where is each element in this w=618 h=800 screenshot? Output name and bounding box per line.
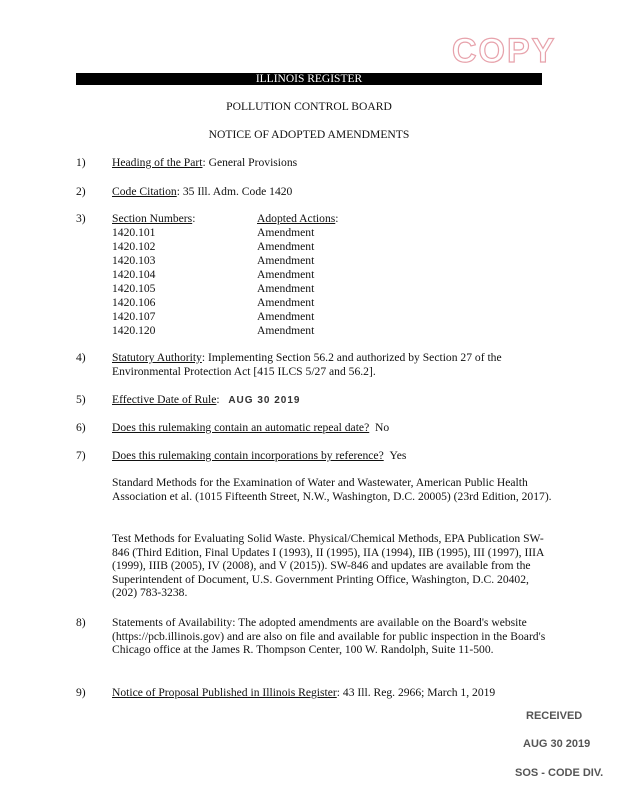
item-6-value: No xyxy=(375,421,390,434)
section-number: 1420.106 xyxy=(112,296,156,309)
item-6-label: Does this rulemaking contain an automatic repeal date? xyxy=(112,421,370,434)
adopted-action: Amendment xyxy=(257,268,315,281)
section-number: 1420.104 xyxy=(112,268,156,281)
section-number: 1420.101 xyxy=(112,226,156,239)
item-1 xyxy=(112,156,297,169)
section-number-list xyxy=(112,226,155,338)
item-2-value: : 35 Ill. Adm. Code 1420 xyxy=(176,185,293,198)
section-number: 1420.103 xyxy=(112,254,156,267)
item-3-actions-label: Adopted Actions: xyxy=(257,212,339,225)
section-number: 1420.107 xyxy=(112,310,156,323)
adopted-action: Amendment xyxy=(257,296,315,309)
item-4 xyxy=(112,351,502,364)
received-date-stamp: AUG 30 2019 xyxy=(523,738,591,750)
notice-title: NOTICE OF ADOPTED AMENDMENTS xyxy=(208,128,410,141)
received-division-stamp: SOS - CODE DIV. xyxy=(515,767,604,779)
item-6-number: 6) xyxy=(76,421,86,434)
received-stamp: RECEIVED xyxy=(526,710,583,722)
item-9-label: Notice of Proposal Published in Illinois Register xyxy=(112,686,337,699)
adopted-action: Amendment xyxy=(257,254,315,267)
effective-date-stamp: AUG 30 2019 xyxy=(228,395,301,406)
item-6 xyxy=(112,421,389,434)
item-5-label: Effective Date of Rule xyxy=(112,393,217,406)
item-3-sections-label: Section Numbers: xyxy=(112,212,196,225)
item-1-value: : General Provisions xyxy=(202,156,298,169)
item-2-label: Code Citation xyxy=(112,185,177,198)
item-5: Effective Date of Rule: AUG 30 2019 xyxy=(112,393,301,406)
copy-stamp: COPY xyxy=(452,32,557,70)
item-1-label: Heading of the Part xyxy=(112,156,203,169)
item-9-number: 9) xyxy=(76,686,86,699)
adopted-action-list xyxy=(257,226,314,338)
section-number: 1420.102 xyxy=(112,240,156,253)
item-7-label: Does this rulemaking contain incorporations by reference? xyxy=(112,449,384,462)
item-4-label: Statutory Authority xyxy=(112,351,202,364)
item-9 xyxy=(112,686,495,699)
item-4-line2: Environmental Protection Act [415 ILCS 5/27 and 56.2]. xyxy=(112,365,376,378)
item-8-number: 8) xyxy=(76,616,86,629)
item-8-text: Statements of Availability: The adopted amendments are available on the Board's website (https://pcb.illinois.gov) and are also on file and available for public inspection in the Board's Chicago office at the James R. Thompson Center, 100 W. Randolph, Suite 11-500. xyxy=(112,616,546,656)
item-7 xyxy=(112,449,406,462)
adopted-action: Amendment xyxy=(257,324,315,337)
adopted-action: Amendment xyxy=(257,240,315,253)
reference-standard-methods: Standard Methods for the Examination of Water and Wastewater, American Public Health Association et al. (1015 Fifteenth Street, N.W., Washington, D.C. 20005) (23rd Edition, 2017). xyxy=(112,476,552,503)
item-4-line1: : Implementing Section 56.2 and authorized by Section 27 of the xyxy=(201,351,502,364)
reference-test-methods: Test Methods for Evaluating Solid Waste. Physical/Chemical Methods, EPA Publication SW-846 (Third Edition, Final Updates I (1993), II (1995), IIA (1994), IIB (1995), III (1997), IIIA (1999), IIIB (2005), IV (2008), and V (2015)). SW-846 and updates are available from the Superintendent of Document, U.S. Government Printing Office, Washington, D.C. 20402, (202) 783-3238. xyxy=(112,532,544,599)
section-number: 1420.120 xyxy=(112,324,156,337)
item-7-value: Yes xyxy=(389,449,407,462)
board-title: POLLUTION CONTROL BOARD xyxy=(226,100,392,113)
adopted-action: Amendment xyxy=(257,310,315,323)
adopted-action: Amendment xyxy=(257,282,315,295)
item-2-number: 2) xyxy=(76,185,86,198)
adopted-action: Amendment xyxy=(257,226,315,239)
item-4-number: 4) xyxy=(76,351,86,364)
item-5-number: 5) xyxy=(76,393,86,406)
section-number: 1420.105 xyxy=(112,282,156,295)
register-header: ILLINOIS REGISTER xyxy=(255,73,363,85)
item-1-number: 1) xyxy=(76,156,86,169)
item-9-value: : 43 Ill. Reg. 2966; March 1, 2019 xyxy=(336,686,496,699)
item-2 xyxy=(112,185,292,198)
item-7-number: 7) xyxy=(76,449,86,462)
item-3-number: 3) xyxy=(76,212,86,225)
